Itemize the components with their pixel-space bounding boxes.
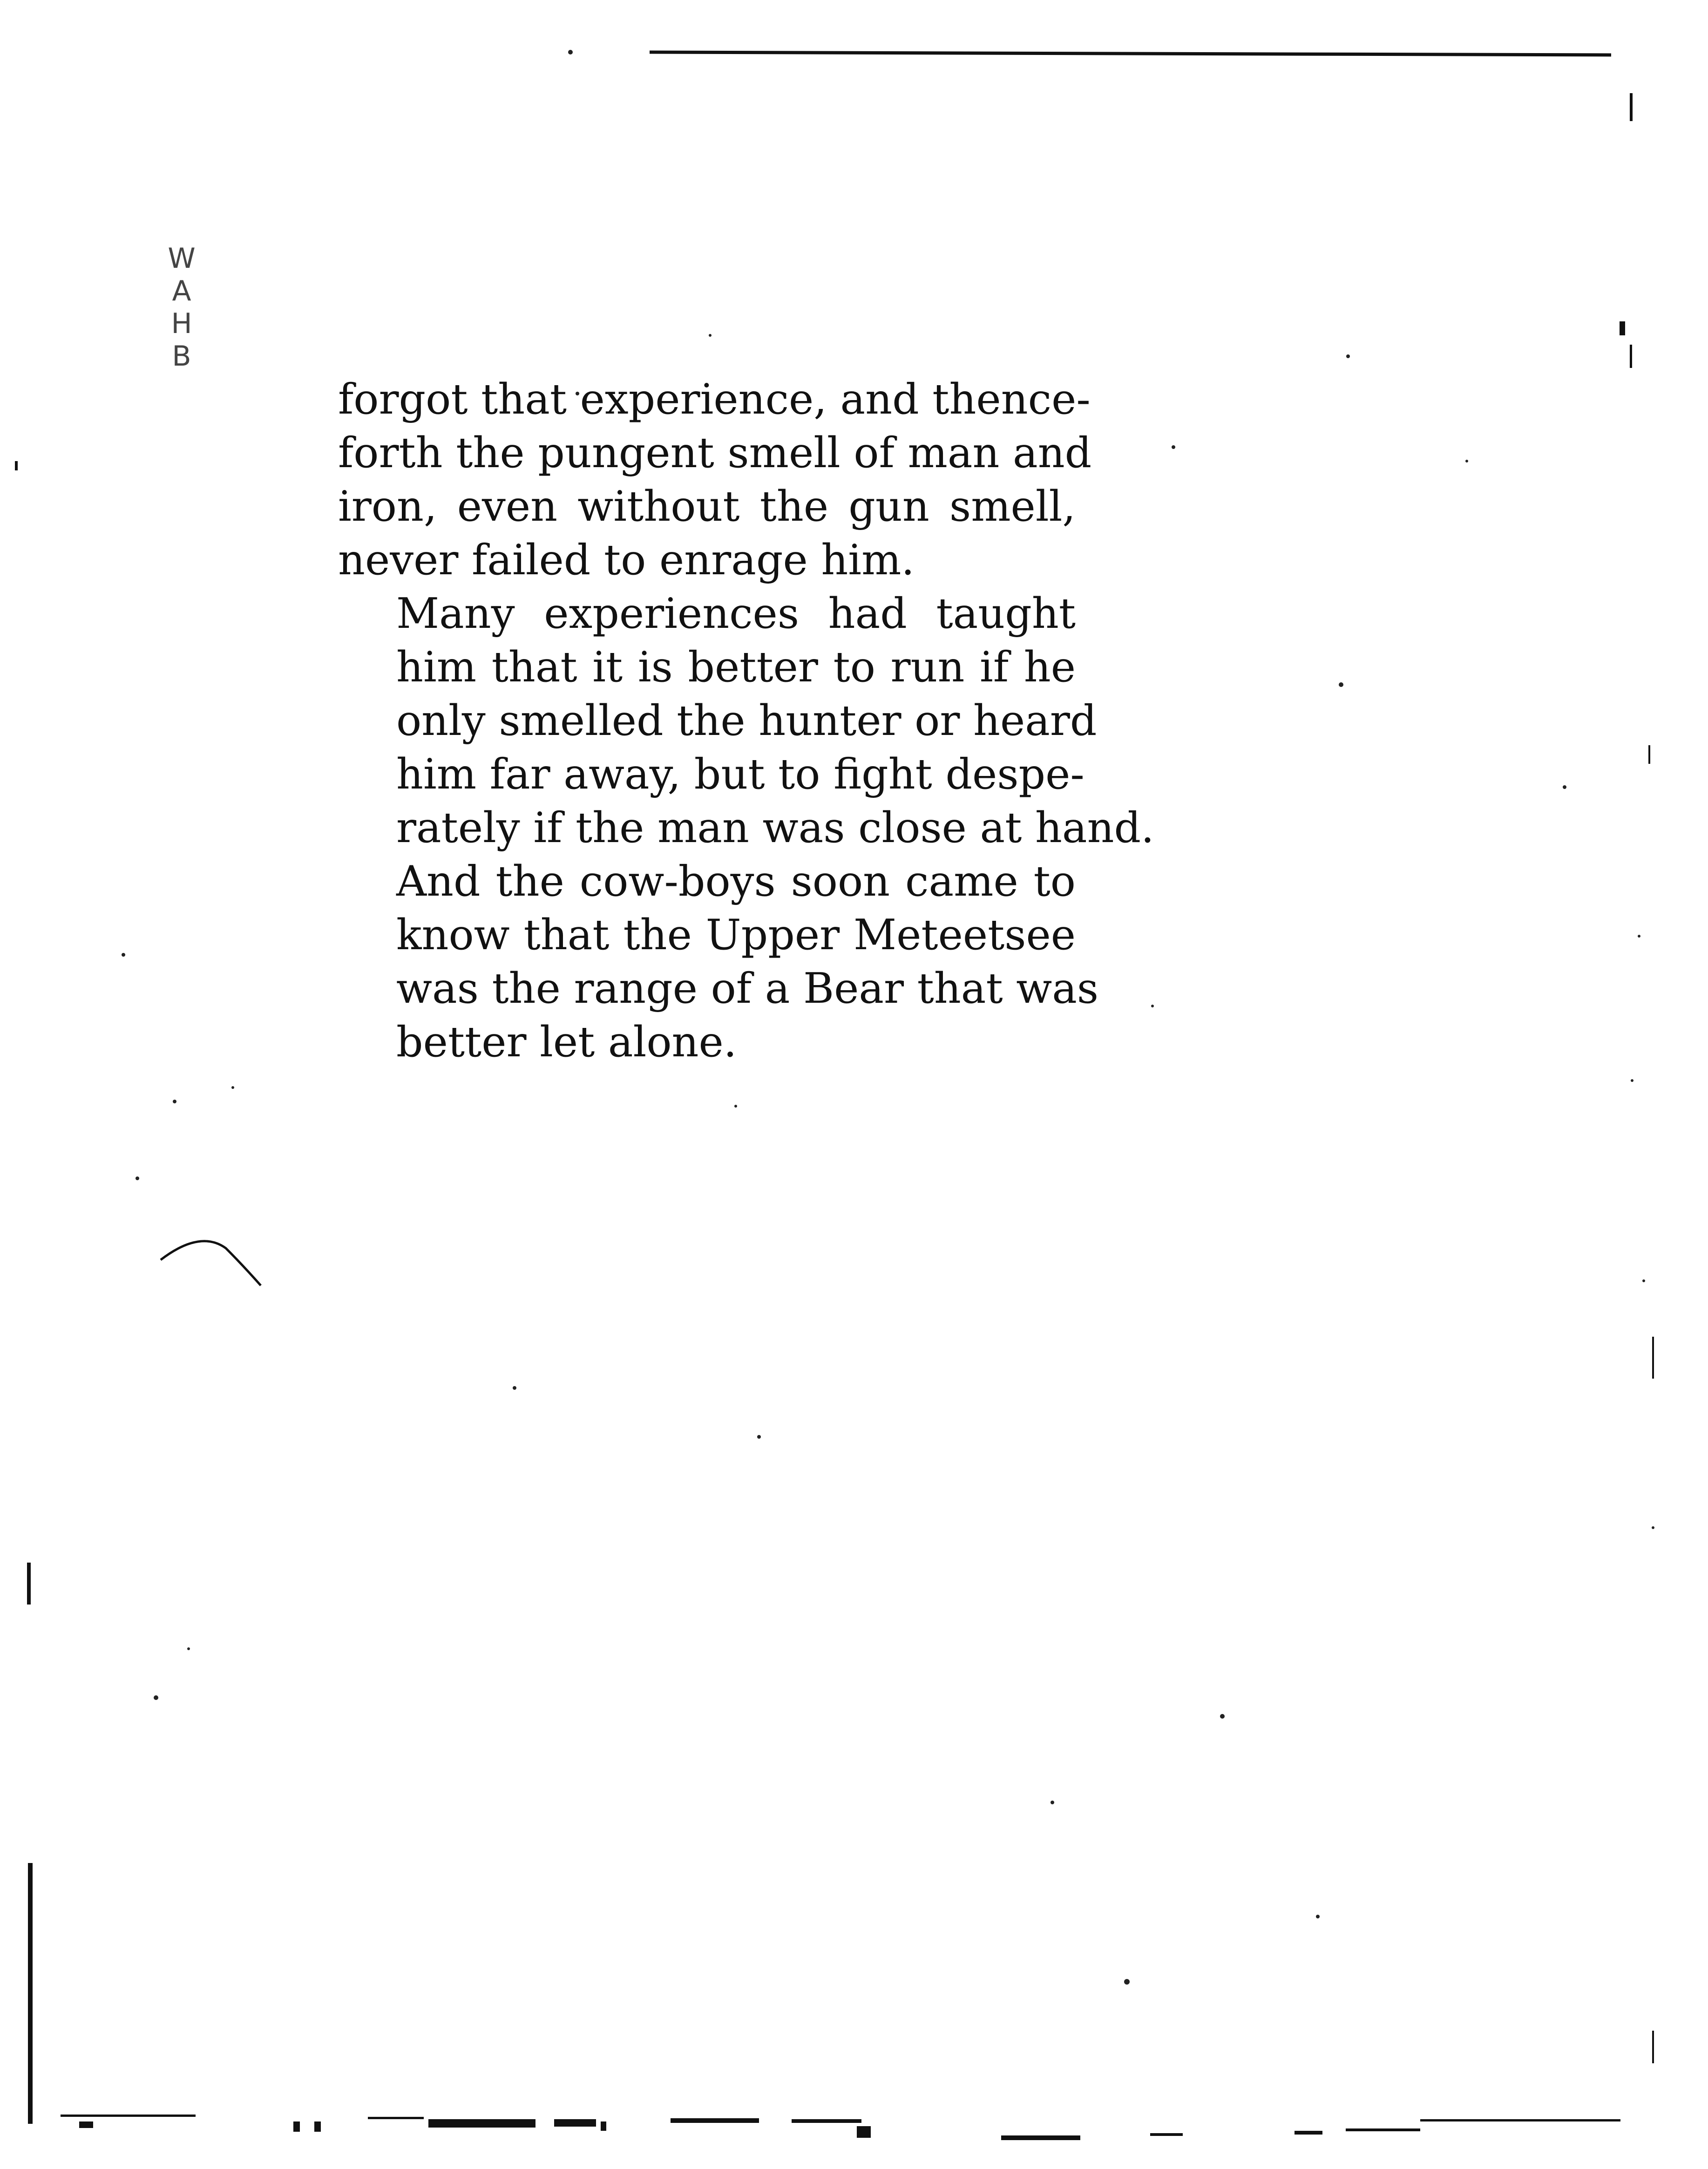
side-stamp-letter: W bbox=[168, 242, 196, 275]
stray-arc bbox=[161, 1241, 261, 1285]
text-line: rately if the man was close at hand. bbox=[396, 803, 1154, 852]
left-edge-marks bbox=[15, 461, 33, 2124]
right-edge-marks bbox=[1620, 93, 1654, 2063]
text-line: was the range of a Bear that was bbox=[396, 964, 1099, 1013]
text-line: him far away, but to fight despe- bbox=[396, 750, 1084, 799]
text-line: know that the Upper Meteetsee bbox=[396, 911, 1076, 959]
text-line: never failed to enrage him. bbox=[338, 536, 915, 585]
side-stamp-letter: A bbox=[172, 275, 191, 307]
text-line: iron, even without the gun smell, bbox=[338, 482, 1076, 531]
paragraph-2 bbox=[338, 587, 1154, 1069]
text-line: only smelled the hunter or heard bbox=[396, 696, 1097, 745]
body-text bbox=[338, 373, 1154, 1069]
top-rule bbox=[650, 52, 1611, 55]
paragraph-1 bbox=[338, 373, 1092, 587]
bottom-rule bbox=[61, 2115, 1620, 2140]
text-line: forth the pungent smell of man and bbox=[338, 428, 1092, 477]
text-line: Many experiences had taught bbox=[396, 589, 1076, 638]
text-line: better let alone. bbox=[396, 1018, 737, 1067]
text-line: forgot that experience, and thence- bbox=[338, 375, 1091, 424]
text-line: And the cow-boys soon came to bbox=[396, 857, 1076, 906]
side-stamp bbox=[163, 242, 200, 373]
text-line: him that it is better to run if he bbox=[396, 643, 1076, 692]
side-stamp-letter: H bbox=[171, 307, 192, 340]
side-stamp-letter: B bbox=[172, 340, 191, 373]
